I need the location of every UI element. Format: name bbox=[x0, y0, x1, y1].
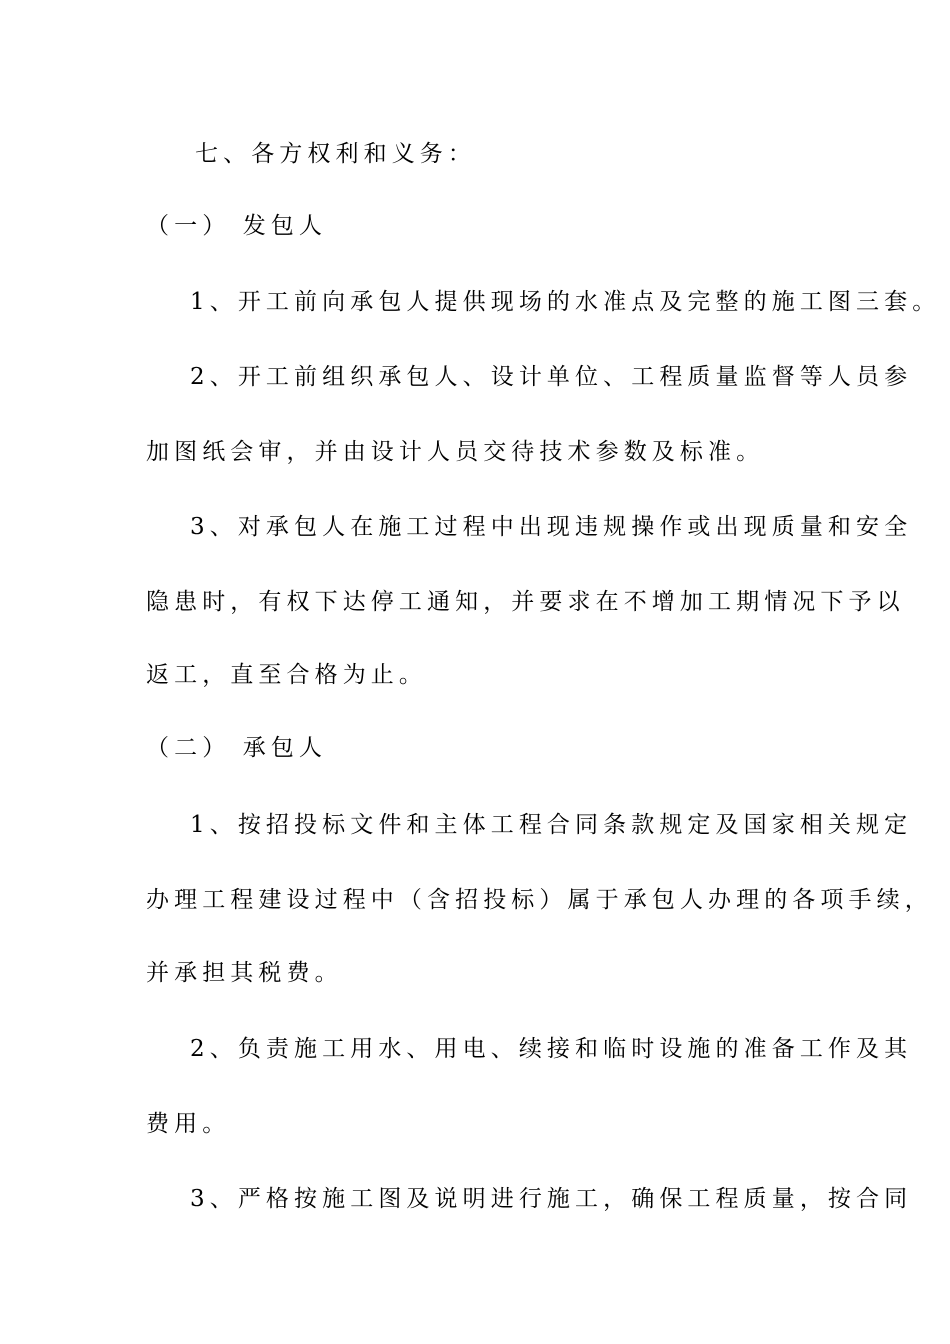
paragraph-line: 1、按招投标文件和主体工程合同条款规定及国家相关规定 bbox=[190, 812, 913, 838]
paragraph-line: 加图纸会审，并由设计人员交待技术参数及标准。 bbox=[146, 439, 765, 465]
subsection-heading-employer: （一） 发包人 bbox=[146, 213, 328, 239]
section-heading-rights-obligations: 七、各方权利和义务： bbox=[195, 141, 476, 167]
paragraph-line: 并承担其税费。 bbox=[146, 960, 343, 986]
paragraph-line: 返工，直至合格为止。 bbox=[146, 662, 427, 688]
paragraph-line: 3、对承包人在施工过程中出现违规操作或出现质量和安全 bbox=[190, 514, 913, 540]
paragraph-line: 隐患时，有权下达停工通知，并要求在不增加工期情况下予以 bbox=[146, 589, 905, 615]
paragraph-line: 办理工程建设过程中（含招投标）属于承包人办理的各项手续， bbox=[146, 887, 933, 913]
subsection-heading-contractor: （二） 承包人 bbox=[146, 735, 328, 761]
paragraph-line: 2、开工前组织承包人、设计单位、工程质量监督等人员参 bbox=[190, 364, 913, 390]
paragraph-line: 2、负责施工用水、用电、续接和临时设施的准备工作及其 bbox=[190, 1036, 913, 1062]
paragraph-line: 费用。 bbox=[146, 1111, 231, 1137]
paragraph-line: 3、严格按施工图及说明进行施工，确保工程质量，按合同 bbox=[190, 1186, 913, 1212]
paragraph-line: 1、开工前向承包人提供现场的水准点及完整的施工图三套。 bbox=[190, 289, 941, 315]
